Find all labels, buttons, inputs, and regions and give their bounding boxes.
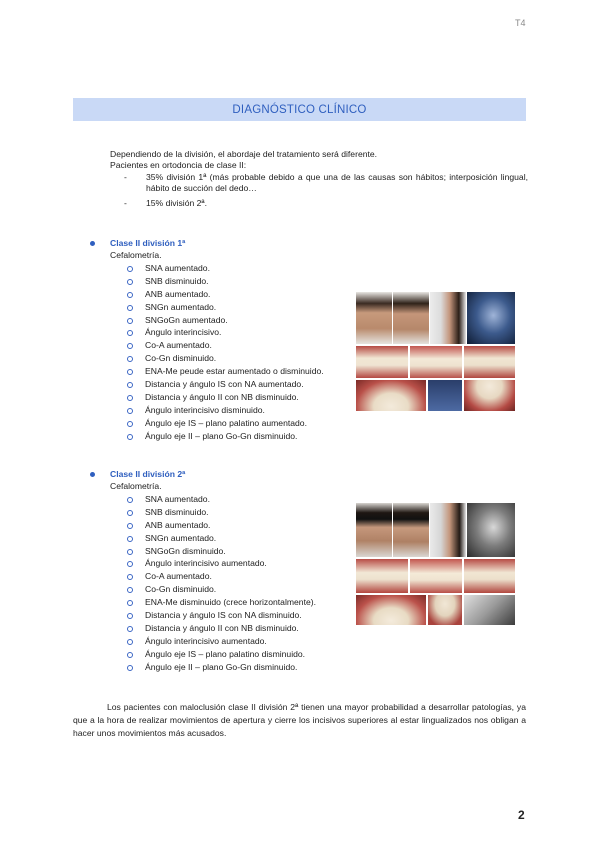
- xray-detail: [464, 595, 515, 625]
- patient-profile-photo: [430, 292, 466, 344]
- cephalometry-list-item: Co-A aumentado.: [127, 570, 316, 583]
- patient-profile-photo: [430, 503, 466, 557]
- intro-dash-text-1: 35% división 1ª (más probable debido a que una de las causas son hábitos; interposición lingual, hábito de succión del dedo…: [146, 172, 528, 193]
- cephalometry-list-item: Ángulo eje II – plano Go-Gn disminuido.: [127, 661, 316, 674]
- intraoral-right-photo: [356, 559, 408, 593]
- cephalometry-list-item: Ángulo eje II – plano Go-Gn disminuido.: [127, 430, 324, 443]
- dash-marker: -: [124, 172, 127, 182]
- section-2-subtitle: Cefalometría.: [110, 481, 162, 491]
- section-1-subtitle: Cefalometría.: [110, 250, 162, 260]
- occlusal-upper-photo: [356, 595, 426, 625]
- dash-marker: -: [124, 198, 127, 208]
- cephalometry-list-item: SNGoGn disminuido.: [127, 545, 316, 558]
- occlusal-upper-photo: [356, 380, 426, 411]
- cephalometry-list-item: Ángulo interincisivo disminuido.: [127, 404, 324, 417]
- cephalometry-list-item: Co-A aumentado.: [127, 339, 324, 352]
- section-2-list: [127, 493, 316, 673]
- intro-line-1: Dependiendo de la división, el abordaje del tratamiento será diferente.: [110, 149, 378, 159]
- cephalometry-list-item: Ángulo interincisivo aumentado.: [127, 557, 316, 570]
- conclusion-paragraph: Los pacientes con maloclusión clase II división 2ª tienen una mayor probabilidad a desarrollar patologías, ya que a la hora de realizar movimientos de apertura y cierre los incisivos superiores al estar lingualizados nos obligan a hacer unos movimientos más acusados.: [73, 702, 526, 738]
- patient-front-photo: [356, 292, 392, 344]
- cephalometry-list-item: Distancia y ángulo II con NB disminuido.: [127, 391, 324, 404]
- intro-dash-item-2: [124, 198, 207, 208]
- cephalometric-xray: [467, 503, 515, 557]
- cephalometry-list-item: Ángulo eje IS – plano palatino disminuido.: [127, 648, 316, 661]
- intro-dash-item-1: [124, 172, 528, 194]
- section-2-title: Clase II división 2ª: [110, 469, 186, 479]
- banner-title: DIAGNÓSTICO CLÍNICO: [232, 103, 367, 116]
- clinical-photo-collage-1: [356, 292, 515, 411]
- section-1-title: Clase II división 1ª: [110, 238, 186, 248]
- blue-panel: [428, 380, 462, 411]
- cephalometry-list-item: ANB aumentado.: [127, 519, 316, 532]
- cephalometry-list-item: Ángulo interincisivo.: [127, 326, 324, 339]
- patient-front-photo: [356, 503, 392, 557]
- cephalometry-list-item: ANB aumentado.: [127, 288, 324, 301]
- cephalometry-list-item: Co-Gn disminuido.: [127, 583, 316, 596]
- section-2-bullet: [90, 472, 95, 477]
- intro-dash-text-2: 15% división 2ª.: [146, 198, 207, 208]
- page-header-tag: T4: [515, 18, 526, 28]
- page-number: 2: [518, 808, 525, 822]
- intro-line-2: Pacientes en ortodoncia de clase II:: [110, 160, 247, 170]
- section-banner: [73, 98, 526, 121]
- intraoral-left-photo: [464, 559, 515, 593]
- section-1-bullet: [90, 241, 95, 246]
- intraoral-front-photo: [410, 346, 462, 378]
- clinical-photo-collage-2: [356, 503, 515, 625]
- cephalometry-list-item: SNGn aumentado.: [127, 301, 324, 314]
- cephalometry-list-item: Co-Gn disminuido.: [127, 352, 324, 365]
- cephalometry-list-item: SNB disminuido.: [127, 506, 316, 519]
- cephalometry-list-item: Distancia y ángulo IS con NA disminuido.: [127, 609, 316, 622]
- patient-smile-photo: [393, 292, 429, 344]
- occlusal-middle-photo: [428, 595, 462, 625]
- occlusal-lower-photo: [464, 380, 515, 411]
- section-1-list: [127, 262, 324, 442]
- cephalometry-list-item: Ángulo eje IS – plano palatino aumentado.: [127, 417, 324, 430]
- cephalometry-list-item: SNB disminuido.: [127, 275, 324, 288]
- cephalometry-list-item: SNGoGn aumentado.: [127, 314, 324, 327]
- cephalometry-list-item: ENA-Me disminuido (crece horizontalmente).: [127, 596, 316, 609]
- cephalometry-list-item: Distancia y ángulo II con NB disminuido.: [127, 622, 316, 635]
- cephalometry-list-item: Ángulo interincisivo aumentado.: [127, 635, 316, 648]
- cephalometric-xray: [467, 292, 515, 344]
- cephalometry-list-item: SNA aumentado.: [127, 493, 316, 506]
- cephalometry-list-item: SNGn aumentado.: [127, 532, 316, 545]
- patient-smile-photo: [393, 503, 429, 557]
- intraoral-right-photo: [356, 346, 408, 378]
- cephalometry-list-item: SNA aumentado.: [127, 262, 324, 275]
- intraoral-front-photo: [410, 559, 462, 593]
- cephalometry-list-item: ENA-Me peude estar aumentado o disminuido.: [127, 365, 324, 378]
- intraoral-left-photo: [464, 346, 515, 378]
- cephalometry-list-item: Distancia y ángulo IS con NA aumentado.: [127, 378, 324, 391]
